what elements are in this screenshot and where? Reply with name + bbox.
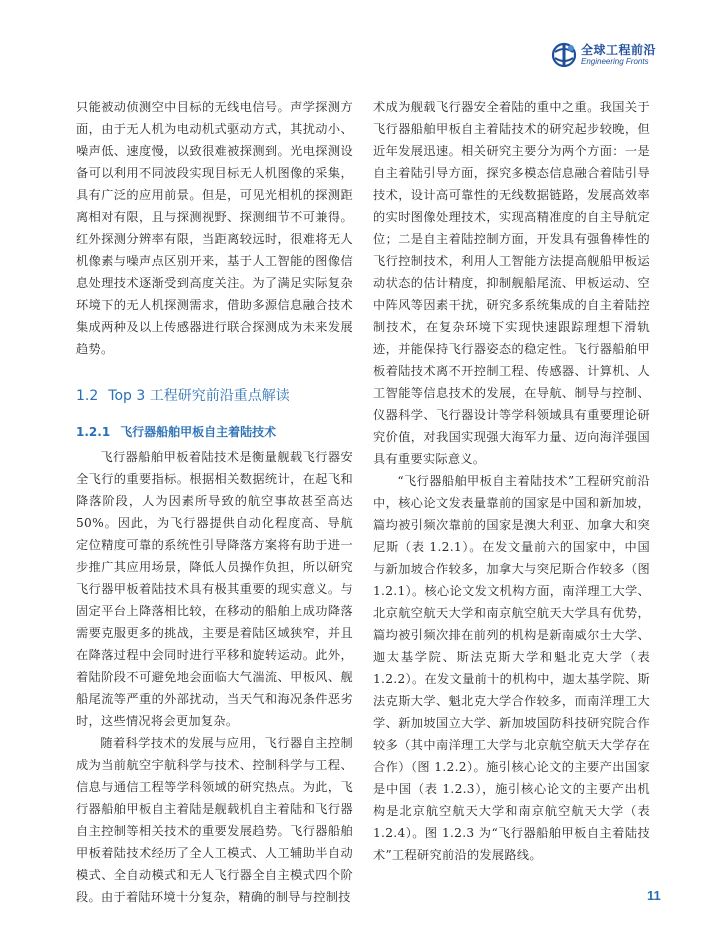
section-title: Top 3 工程研究前沿重点解读 <box>108 388 290 404</box>
body-paragraph-3: 术成为舰载飞行器安全着陆的重中之重。我国关于飞行器船舶甲板自主着陆技术的研究起步较晚，但近年发展迅速。相关研究主要分为两个方面：一是自主着陆引导方面，探究多模态信息融合着陆引导技术，设计高可靠性的无线数据链路，发展高效率的实时图像处理技术，实现高精准度的自主导航定位；二是自主着陆控制方面，开发具有强鲁棒性的飞行控制技术，利用人工智能方法提高舰船甲板运动状态的估计精度，抑制舰船尾流、甲板运动、空中阵风等因素干扰，研究多系统集成的自主着陆控制技术，在复杂环境下实现快速跟踪理想下滑轨迹，并能保持飞行器姿态的稳定性。飞行器船舶甲板着陆技术离不开控制工程、传感器、计算机、人工智能等信息技术的发展，在导航、制导与控制、仪器科学、飞行器设计等学科领域具有重要理论研究价值，对我国实现强大海军力量、迈向海洋强国具有重要实际意义。 <box>373 100 650 466</box>
subsection-number: 1.2.1 <box>76 425 111 439</box>
section-heading <box>76 386 353 406</box>
subsection-title: 飞行器船舶甲板自主着陆技术 <box>120 425 277 439</box>
section-number: 1.2 <box>76 388 99 404</box>
engineering-fronts-logo <box>551 42 656 68</box>
body-paragraph-2: 随着科学技术的发展与应用，飞行器自主控制成为当前航空宇航科学与技术、控制科学与工程、信息与通信工程等学科领域的研究热点。为此，飞行器船舶甲板自主着陆是舰载机自主着陆和飞行器自主控制等相关技术的重要发展趋势。飞行器船舶甲板着陆技术经历了全人工模式、人工辅助半自动模式、全自动模式和无人飞行器全自主模式四个阶段。由于着陆环境十分复杂，精确的制导与控制技 <box>76 736 353 904</box>
page-number: 11 <box>647 888 661 903</box>
logo-title-en: Engineering Fronts <box>580 57 649 66</box>
globe-logo-icon <box>551 42 577 68</box>
intro-paragraph: 只能被动侦测空中目标的无线电信号。声学探测方面，由于无人机为电动机式驱动方式，其扰动小、噪声低、速度慢，以致很难被探测到。光电探测设备可以利用不同波段实现目标无人机图像的采集，具有广泛的应用前景。但是，可见光相机的探测距离相对有限，且与探测视野、探测细节不可兼得。红外探测分辨率有限，当距离较远时，很难将无人机像素与噪声点区别开来，基于人工智能的图像信息处理技术逐渐受到高度关注。为了满足实际复杂环境下的无人机探测需求，借助多源信息融合技术集成两种及以上传感器进行联合探测成为未来发展趋势。 <box>76 100 353 356</box>
left-column <box>76 96 353 908</box>
body-paragraph-1: 飞行器船舶甲板着陆技术是衡量舰载飞行器安全飞行的重要指标。根据相关数据统计，在起飞和降落阶段，人为因素所导致的航空事故甚至高达50%。因此，为飞行器提供自动化程度高、导航定位精度可靠的系统性引导降落方案将有助于进一步推广其应用场景，降低人员操作负担，所以研究飞行器甲板着陆技术具有极其重要的现实意义。与固定平台上降落相比较，在移动的船舶上成功降落需要克服更多的挑战，主要是着陆区域狭窄，并且在降落过程中会同时进行平移和旋转运动。此外，着陆阶段不可避免地会面临大气湍流、甲板风、舰船尾流等严重的外部扰动，当天气和海况条件恶劣时，这些情况将会更加复杂。 <box>76 450 353 728</box>
subsection-heading <box>76 422 353 442</box>
logo-title-cn: 全球工程前沿 <box>580 43 656 57</box>
body-paragraph-4: “飞行器船舶甲板自主着陆技术”工程研究前沿中，核心论文发表量靠前的国家是中国和新加坡，篇均被引频次靠前的国家是澳大利亚、加拿大和突尼斯（表 1.2.1）。在发文量前六的国家中，中国与新加坡合作较多，加拿大与突尼斯合作较多（图 1.2.1）。核心论文发文机构方面，南洋理工大学、北京航空航天大学和南京航空航天大学具有优势，篇均被引频次排在前列的机构是新南威尔士大学、迦太基学院、斯法克斯大学和魁北克大学（表 1.2.2）。在发文量前十的机构中，迦太基学院、斯法克斯大学、魁北克大学合作较多，而南洋理工大学、新加坡国立大学、新加坡国防科技研究院合作较多（其中南洋理工大学与北京航空航天大学存在合作）（图 1.2.2）。施引核心论文的主要产出国家是中国（表 1.2.3），施引核心论文的主要产出机构是北京航空航天大学和南京航空航天大学（表 1.2.4）。图 1.2.3 为“飞行器船舶甲板自主着陆技术”工程研究前沿的发展路线。 <box>373 474 650 862</box>
right-column <box>373 96 650 866</box>
